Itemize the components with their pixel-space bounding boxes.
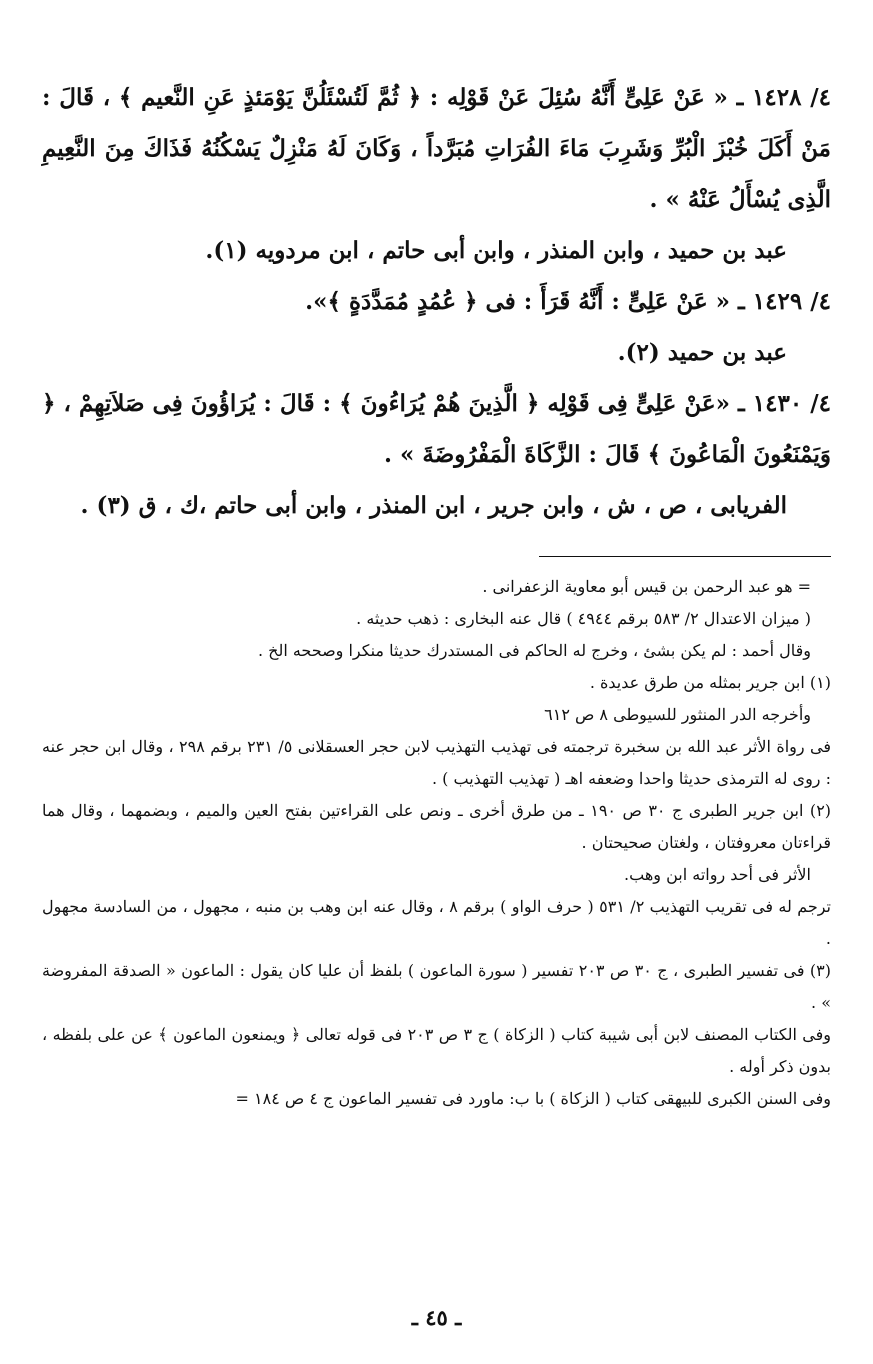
footnote-line: = هو عبد الرحمن بن قيس أبو معاوية الزعفرانى .	[482, 577, 811, 596]
footnote-line: ( ميزان الاعتدال ٢/ ٥٨٣ برقم ٤٩٤٤ ) قال عنه البخارى : ذهب حديثه .	[356, 609, 811, 628]
footnote-line: الأثر فى أحد رواته ابن وهب.	[624, 865, 811, 884]
footnotes	[42, 571, 831, 1115]
footnote-2: (٢) ابن جرير الطبرى ج ٣٠ ص ١٩٠ ـ من طرق أخرى ـ ونص على القراءتين بفتح العين والميم ، وبضمهما ، وقال هما قراءتان معروفتان ، ولغتان صحيحتان .	[42, 801, 832, 852]
hadith-1430: ٤/ ١٤٣٠ ـ «عَنْ عَلِىٍّ فِى قَوْلِه ﴿ الَّذِينَ هُمْ يُرَاءُونَ ﴾ : قَالَ : يُرَاؤُونَ فِى صَلاَتِهِمْ ، ﴿ وَيَمْنَعُونَ الْمَاعُونَ ﴾ قَالَ : الزَّكَاةَ الْمَفْرُوضَةَ » .	[42, 390, 831, 468]
hadith-1428: ٤/ ١٤٢٨ ـ « عَنْ عَلِىٍّ أَنَّهُ سُئِلَ عَنْ قَوْلِه : ﴿ ثُمَّ لَتُسْئَلُنَّ يَوْمَئذٍ عَنِ النَّعيم ﴾ ، قَالَ : مَنْ أَكَلَ خُبْزَ الْبُرِّ وَشَرِبَ مَاءَ الفُرَاتِ مُبَرَّداً ، وَكَانَ لَهُ مَنْزِلٌ يَسْكُنُهُ فَذَاكَ مِنَ النَّعِيمِ الَّذِى يُسْأَلُ عَنْهُ » .	[42, 84, 831, 213]
page-number: ـ ٤٥ ـ	[411, 1305, 462, 1330]
footnote-line: ترجم له فى تقريب التهذيب ٢/ ٥٣١ ( حرف الواو ) برقم ٨ ، وقال عنه ابن وهب بن منبه ، مجهول ، من السادسة مجهول .	[42, 897, 832, 948]
footnote-line: وفى الكتاب المصنف لابن أبى شيبة كتاب ( الزكاة ) ج ٣ ص ٢٠٣ فى قوله تعالى ﴿ ويمنعون الماعون ﴾ عن على بلفظه ، بدون ذكر أوله .	[42, 1025, 832, 1076]
footnote-line: وفى السنن الكبرى للبيهقى كتاب ( الزكاة ) با ب: ماورد فى تفسير الماعون ج ٤ ص ١٨٤ =	[235, 1089, 831, 1108]
footnote-1: (١) ابن جرير بمثله من طرق عديدة .	[589, 673, 831, 692]
hadith-1428-sources: عبد بن حميد ، وابن المنذر ، وابن أبى حاتم ، ابن مردويه (١).	[205, 237, 787, 264]
hadith-1429: ٤/ ١٤٢٩ ـ « عَنْ عَلِىٍّ : أَنَّهُ قَرَأَ : فى ﴿ عُمُدٍ مُمَدَّدَةٍ ﴾».	[305, 288, 831, 315]
hadith-1430-sources: الفريابى ، ص ، ش ، وابن جرير ، ابن المنذر ، وابن أبى حاتم ،ك ، ق (٣) .	[80, 492, 787, 519]
main-text	[42, 72, 831, 531]
hadith-1429-sources: عبد بن حميد (٢).	[617, 339, 787, 366]
footnote-line: فى رواة الأثر عبد الله بن سخبرة ترجمته فى تهذيب التهذيب لابن حجر العسقلانى ٥/ ٢٣١ برقم ٢٩٨ ، وقال ابن حجر عنه : روى له الترمذى حديثا واحدا وضعفه اهـ ( تهذيب التهذيب ) .	[42, 737, 831, 788]
footnote-3: (٣) فى تفسير الطبرى ، ج ٣٠ ص ٢٠٣ تفسير ( سورة الماعون ) بلفظ أن عليا كان يقول : الماعون « الصدقة المفروضة » .	[42, 961, 831, 1012]
footnote-line: وأخرجه الدر المنثور للسيوطى ٨ ص ٦١٢	[544, 705, 811, 724]
footnote-separator	[539, 556, 831, 557]
footnote-line: وقال أحمد : لم يكن بشئ ، وخرج له الحاكم فى المستدرك حديثا منكرا وصححه الخ .	[257, 641, 811, 660]
